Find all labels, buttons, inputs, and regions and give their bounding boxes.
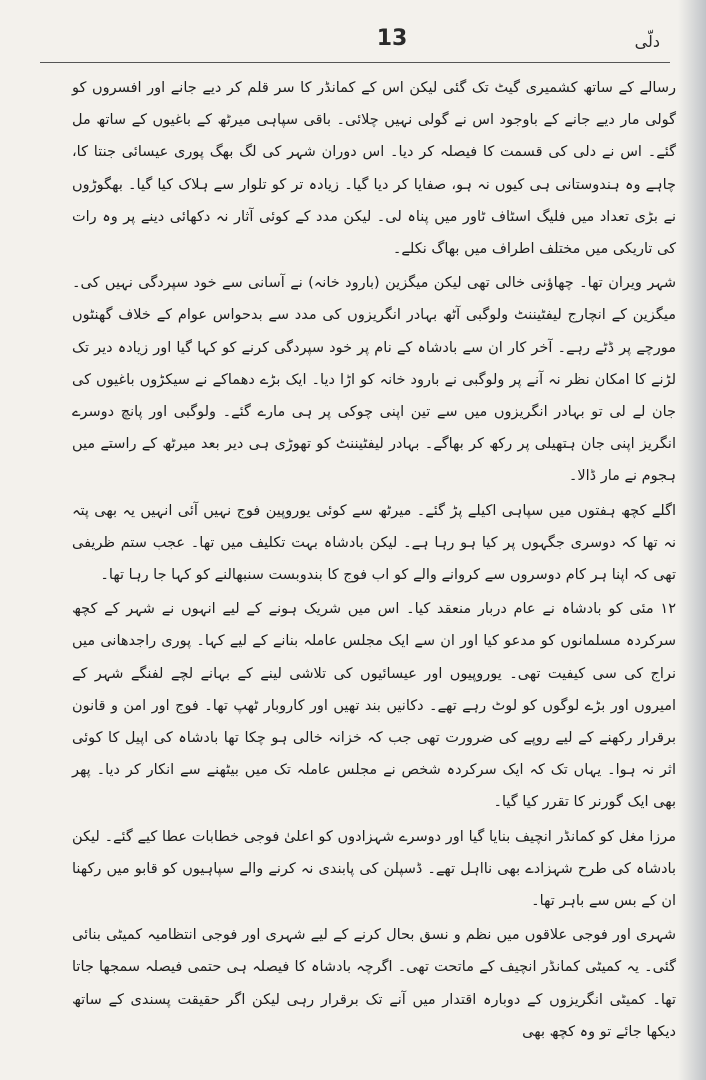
page-edge-shadow — [678, 0, 706, 1080]
header-rule — [40, 62, 670, 63]
paragraph: اگلے کچھ ہفتوں میں سپاہی اکیلے پڑ گئے۔ میرٹھ سے کوئی یوروپین فوج نہیں آئی انہیں یہ بھی پتہ نہ تھا کہ دوسری جگہوں پر کیا ہو رہا ہے۔ لیکن بادشاہ بہت تکلیف میں تھا۔ عجب ستم ظریفی تھی کہ اپنا ہر کام دوسروں سے کروانے والے کو اب فوج کا بندوبست سنبھالنے کو کہا جا رہا تھا۔ — [72, 502, 676, 584]
paragraph: رسالے کے ساتھ کشمیری گیٹ تک گئی لیکن اس کے کمانڈر کا سر قلم کر دیے جانے اور افسروں کو گولی مار دیے جانے کے باوجود اس نے گولی نہیں چلائی۔ باقی سپاہی میرٹھ کے باغیوں کے ساتھ مل گئے۔ اس نے دلی کی قسمت کا فیصلہ کر دیا۔ اس دوران شہر کی لگ بھگ پوری عیسائی جنتا کا، چاہے وہ ہندوستانی ہی کیوں نہ ہو، صفایا کر دیا گیا۔ زیادہ تر کو تلوار سے ہلاک کیا گیا۔ بھگوڑوں نے بڑی تعداد میں فلیگ اسٹاف ٹاور میں پناہ لی۔ لیکن مدد کے کوئی آثار نہ دکھائی دینے پر وہ رات کی تاریکی میں مختلف اطراف میں بھاگ نکلے۔ — [72, 80, 676, 258]
running-head: دلّی — [634, 32, 660, 51]
paragraph: ۱۲ مئی کو بادشاہ نے عام دربار منعقد کیا۔ اس میں شریک ہونے کے لیے انہوں نے شہر کے کچھ سرکردہ مسلمانوں کو مدعو کیا اور ان سے ایک مجلس عاملہ بنانے کے لیے کہا۔ پوری راجدھانی میں نراج کی سی کیفیت تھی۔ یوروپیوں اور عیسائیوں کی تلاشی لینے کے بہانے لچے لفنگے شہر کے امیروں اور بڑے لوگوں کو لوٹ رہے تھے۔ دکانیں بند تھیں اور کاروبار ٹھپ تھا۔ فوج اور امن و قانون برقرار رکھنے کے لیے روپے کی ضرورت تھی جب کہ خزانہ خالی ہو چکا تھا بادشاہ کی اپیل کا کوئی اثر نہ ہوا۔ یہاں تک کہ ایک سرکردہ شخص نے مجلس عاملہ تک میں بیٹھنے سے انکار کر دیا۔ پھر بھی ایک گورنر کا تقرر کیا گیا۔ — [72, 601, 676, 811]
page-header — [40, 26, 660, 66]
paragraph: مرزا مغل کو کمانڈر انچیف بنایا گیا اور دوسرے شہزادوں کو اعلیٰ فوجی خطابات عطا کیے گئے۔ لیکن بادشاہ کی طرح شہزادے بھی نااہل تھے۔ ڈسپلن کی پابندی نہ کرنے والے سپاہیوں کو قابو میں رکھنا ان کے بس سے باہر تھا۔ — [72, 828, 676, 910]
page-number: 13 — [376, 26, 408, 51]
paragraph: شہری اور فوجی علاقوں میں نظم و نسق بحال کرنے کے لیے شہری اور فوجی انتظامیہ کمیٹی بنائی گئی۔ یہ کمیٹی کمانڈر انچیف کے ماتحت تھی۔ اگرچہ بادشاہ کا فیصلہ ہی حتمی فیصلہ سمجھا جاتا تھا۔ کمیٹی انگریزوں کے دوبارہ اقتدار میں آنے تک برقرار رہی لیکن اگر حقیقت پسندی کے ساتھ دیکھا جائے تو وہ کچھ بھی — [72, 927, 676, 1040]
paragraph: شہر ویران تھا۔ چھاؤنی خالی تھی لیکن میگزین (بارود خانہ) نے آسانی سے خود سپردگی نہیں کی۔ میگزین کے انچارج لیفٹیننٹ ولوگبی آٹھ بہادر انگریزوں کی مدد سے بدحواس عوام کے خلاف گھنٹوں مورچے پر ڈٹے رہے۔ آخر کار ان سے بادشاہ کے نام پر خود سپردگی کرنے کو کہا گیا اور زیادہ دیر تک لڑنے کا امکان نظر نہ آنے پر ولوگبی نے بارود خانہ کو اڑا دیا۔ ایک بڑے دھماکے نے سیکڑوں باغیوں کی جان لے لی تو بہادر انگریزوں میں سے تین اپنی چوکی پر ہی مارے گئے۔ ولوگبی اور پانچ دوسرے انگریز اپنی جان ہتھیلی پر رکھ کر بھاگے۔ بہادر لیفٹیننٹ کو تھوڑی ہی دیر بعد میرٹھ کے راستے میں ہجوم نے مار ڈالا۔ — [72, 275, 676, 485]
body-text — [72, 72, 676, 1050]
